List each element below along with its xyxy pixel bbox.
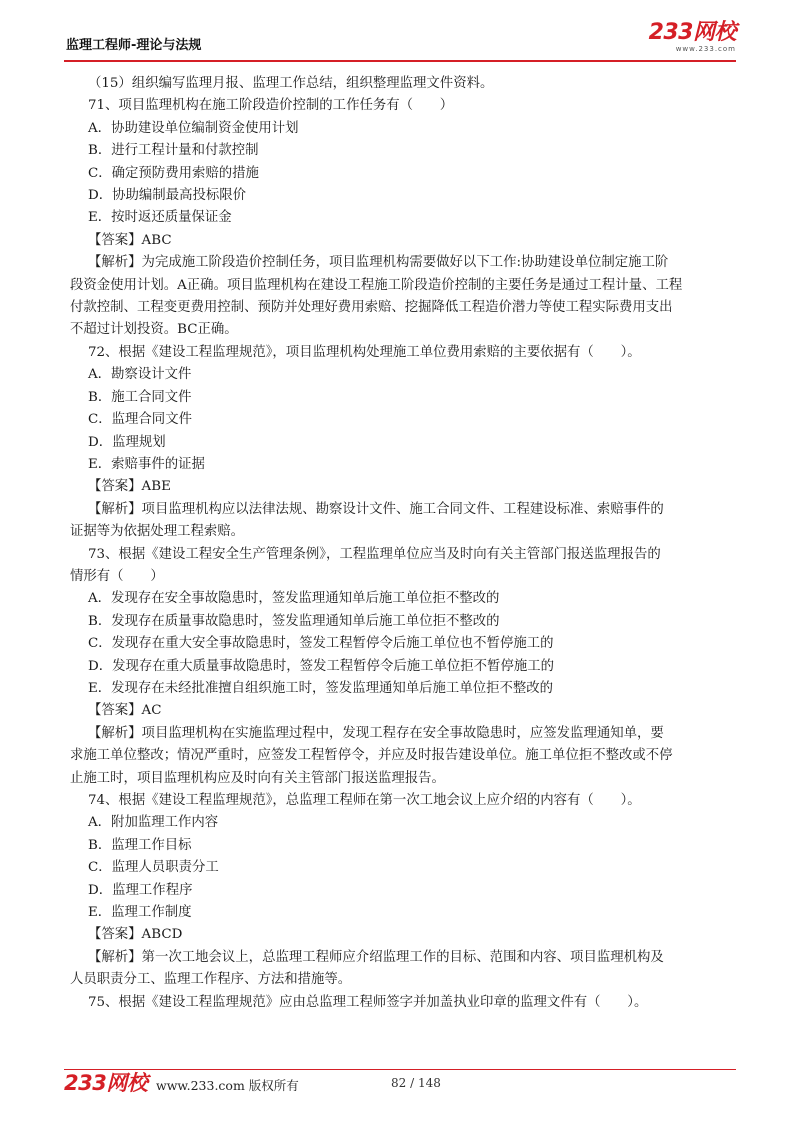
analysis-line: 求施工单位整改；情况严重时，应签发工程暂停令，并应及时报告建设单位。施工单位拒不整改或不停: [70, 748, 673, 764]
question-stem: 75、根据《建设工程监理规范》应由总监理工程师签字并加盖执业印章的监理文件有（ ）。: [88, 994, 648, 1010]
option-d: D．监理规划: [88, 434, 166, 450]
question-75: [70, 992, 736, 1014]
analysis-line: 证据等为依据处理工程索赔。: [70, 524, 245, 540]
analysis-line: 【解析】为完成施工阶段造价控制任务，项目监理机构需要做好以下工作:协助建设单位制定施工阶: [88, 255, 669, 271]
option-e: E．索赔事件的证据: [88, 456, 205, 472]
page-content: [70, 73, 736, 1014]
option-d: D．发现存在重大质量事故隐患时，签发工程暂停令后施工单位拒不暂停施工的: [88, 658, 555, 674]
question-stem-cont: 情形有（ ）: [70, 568, 164, 584]
brand-url: www.233.com: [675, 45, 736, 53]
answer: 【答案】ABC: [88, 232, 172, 248]
question-stem: 71、项目监理机构在施工阶段造价控制的工作任务有（ ）: [88, 98, 454, 114]
question-72: [70, 342, 736, 544]
question-stem: 72、根据《建设工程监理规范》，项目监理机构处理施工单位费用索赔的主要依据有（ ）。: [88, 344, 641, 360]
option-c: C．发现存在重大安全事故隐患时，签发工程暂停令后施工单位也不暂停施工的: [88, 636, 554, 652]
option-a: A．勘察设计文件: [88, 367, 192, 383]
option-c: C．监理合同文件: [88, 412, 192, 428]
option-a: A．协助建设单位编制资金使用计划: [88, 120, 299, 136]
option-b: B．监理工作目标: [88, 837, 192, 853]
analysis-line: 【解析】项目监理机构在实施监理过程中，发现工程存在安全事故隐患时，应签发监理通知单，要: [88, 725, 664, 741]
option-a: A．发现存在安全事故隐患时，签发监理通知单后施工单位拒不整改的: [88, 591, 500, 607]
answer: 【答案】ABCD: [88, 927, 183, 943]
footer-copyright: www.233.com 版权所有: [156, 1078, 299, 1093]
option-d: D．监理工作程序: [88, 882, 193, 898]
option-c: C．确定预防费用索赔的措施: [88, 165, 259, 181]
option-a: A．附加监理工作内容: [88, 815, 219, 831]
question-74: [70, 790, 736, 992]
question-stem: 73、根据《建设工程安全生产管理条例》，工程监理单位应当及时向有关主管部门报送监理报告的: [88, 546, 661, 562]
question-73: [70, 544, 736, 790]
page-number: 82 / 148: [391, 1076, 441, 1090]
page-header: [64, 22, 736, 58]
answer: 【答案】AC: [88, 703, 162, 719]
document-title: 监理工程师-理论与法规: [66, 38, 202, 53]
option-e: E．发现存在未经批准擅自组织施工时，签发监理通知单后施工单位拒不整改的: [88, 680, 554, 696]
option-c: C．监理人员职责分工: [88, 860, 219, 876]
analysis-line: 段资金使用计划。A正确。项目监理机构在建设工程施工阶段造价控制的主要任务是通过工程计量、工程: [70, 277, 683, 293]
analysis-line: 【解析】第一次工地会议上，总监理工程师应介绍监理工作的目标、范围和内容、项目监理机构及: [88, 949, 664, 965]
option-e: E．按时返还质量保证金: [88, 210, 232, 226]
option-b: B．进行工程计量和付款控制: [88, 143, 259, 159]
analysis-line: 不超过计划投资。BC正确。: [70, 322, 238, 338]
option-d: D．协助编制最高投标限价: [88, 188, 247, 204]
footer-logo[interactable]: 233网校: [64, 1071, 148, 1095]
analysis-line: 人员职责分工、监理工作程序、方法和措施等。: [70, 972, 352, 988]
analysis-line: 止施工时，项目监理机构应及时向有关主管部门报送监理报告。: [70, 770, 445, 786]
question-stem: 74、根据《建设工程监理规范》，总监理工程师在第一次工地会议上应介绍的内容有（ ）。: [88, 793, 641, 808]
option-b: B．发现存在质量事故隐患时，签发监理通知单后施工单位拒不整改的: [88, 613, 500, 629]
brand-logo[interactable]: [649, 22, 736, 53]
option-e: E．监理工作制度: [88, 905, 192, 921]
page-footer: [64, 1071, 736, 1095]
header-divider: [64, 60, 736, 62]
intro-line: （15）组织编写监理月报、监理工作总结，组织整理监理文件资料。: [88, 76, 494, 91]
analysis-line: 付款控制、工程变更费用控制、预防并处理好费用索赔、挖掘降低工程造价潜力等使工程实际费用支出: [70, 300, 673, 316]
analysis-line: 【解析】项目监理机构应以法律法规、勘察设计文件、施工合同文件、工程建设标准、索赔事件的: [88, 501, 664, 517]
answer: 【答案】ABE: [88, 479, 171, 495]
brand-logo-text: 233网校: [648, 20, 736, 45]
option-b: B．施工合同文件: [88, 389, 192, 405]
footer-divider: [64, 1069, 736, 1070]
question-71: [70, 95, 736, 341]
